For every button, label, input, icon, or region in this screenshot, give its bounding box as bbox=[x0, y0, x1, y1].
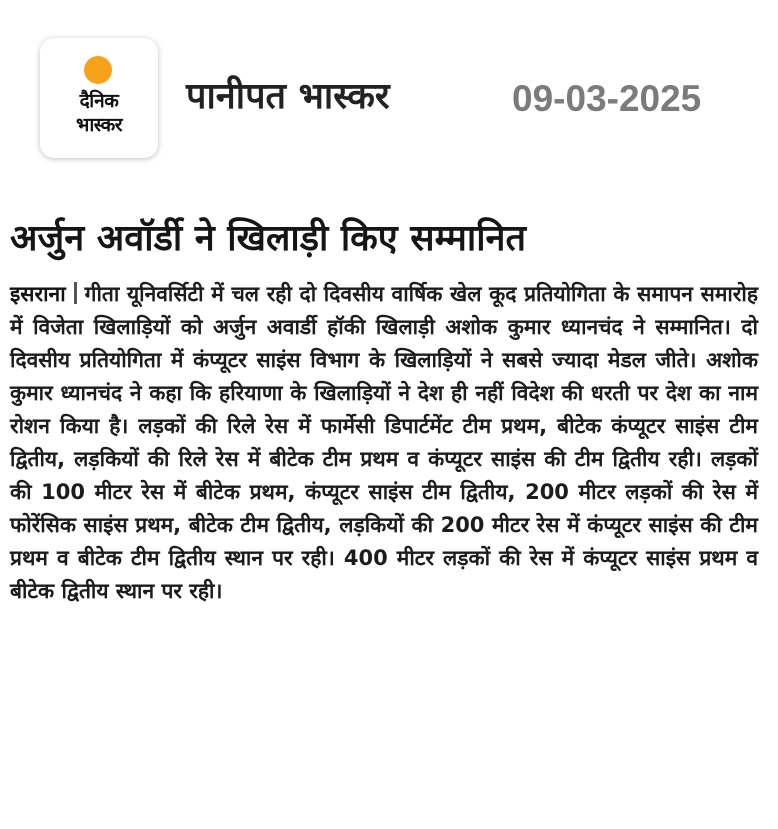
edition-title: पानीपत भास्कर bbox=[186, 76, 390, 117]
publication-date: 09-03-2025 bbox=[512, 78, 702, 119]
sun-icon bbox=[84, 56, 112, 84]
dateline-separator bbox=[74, 282, 77, 304]
logo-text-line1: दैनिक bbox=[79, 90, 119, 112]
news-article bbox=[10, 208, 758, 608]
article-body-text: गीता यूनिवर्सिटी में चल रही दो दिवसीय वार्षिक खेल कूद प्रतियोगिता के समापन समारोह में विजेता खिलाड़ियों को अर्जुन अवार्डी हॉकी खिलाड़ी अशोक कुमार ध्यानचंद ने सम्मानित। दो दिवसीय प्रतियोगिता में कंप्यूटर साइंस विभाग के खिलाड़ियों ने सबसे ज्यादा मेडल जीते। अशोक कुमार ध्यानचंद ने कहा कि हरियाणा के खिलाड़ियों ने देश ही नहीं विदेश की धरती पर देश का नाम रोशन किया है। लड़कों की रिले रेस में फार्मेसी डिपार्टमेंट टीम प्रथम, बीटेक कंप्यूटर साइंस टीम द्वितीय, लड़कियों की रिले रेस में बीटेक टीम प्रथम व कंप्यूटर साइंस की टीम द्वितीय रही। लड़कों की 100 मीटर रेस में बीटेक प्रथम, कंप्यूटर साइंस टीम द्वितीय, 200 मीटर लड़कों की रेस में फोरेंसिक साइंस प्रथम, बीटेक टीम द्वितीय, लड़कियों की 200 मीटर रेस में कंप्यूटर साइंस की टीम प्रथम व बीटेक टीम द्वितीय स्थान पर रही। 400 मीटर लड़कों की रेस में कंप्यूटर साइंस प्रथम व बीटेक द्वितीय स्थान पर रही। bbox=[10, 282, 758, 603]
article-body bbox=[10, 278, 758, 608]
dainik-bhaskar-logo bbox=[40, 38, 158, 158]
article-headline: अर्जुन अवॉर्डी ने खिलाड़ी किए सम्मानित bbox=[10, 218, 527, 259]
masthead bbox=[0, 0, 778, 180]
logo-text-line2: भास्कर bbox=[75, 114, 123, 136]
dateline: इसराना bbox=[10, 282, 66, 306]
